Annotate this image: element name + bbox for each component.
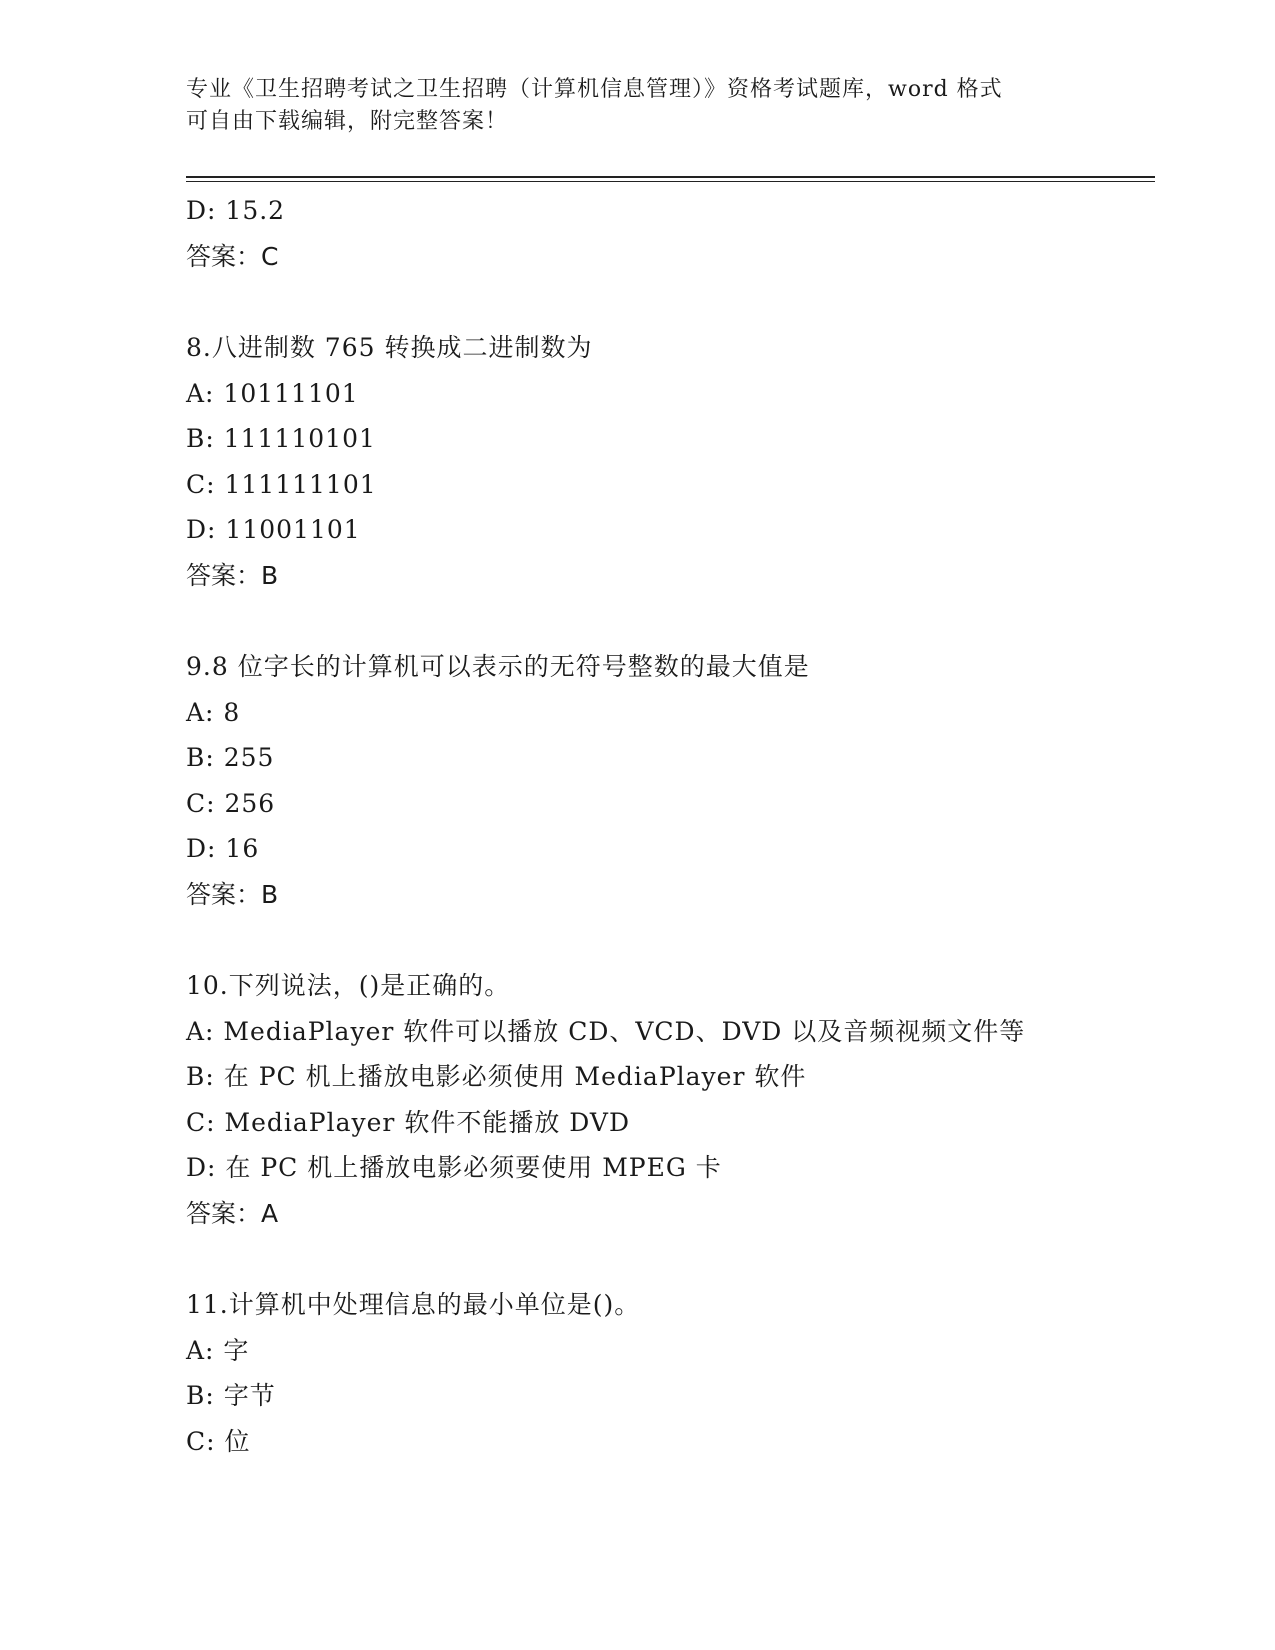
option-a: A: 10111101 — [186, 378, 359, 408]
header-divider-thick — [186, 176, 1155, 178]
option-c: C: 位 — [186, 1426, 251, 1456]
question-10 — [186, 963, 1155, 1236]
answer-line: 答案：C — [186, 241, 279, 271]
question-stem: 11.计算机中处理信息的最小单位是()。 — [186, 1290, 641, 1319]
answer-line: 答案：B — [186, 879, 279, 909]
option-a: A: 字 — [186, 1335, 250, 1365]
header-line-1: 专业《卫生招聘考试之卫生招聘（计算机信息管理）》资格考试题库，word 格式 — [186, 77, 1003, 102]
header-divider-thin — [186, 181, 1155, 182]
option-d: D: 16 — [186, 834, 260, 863]
option-b: B: 字节 — [186, 1381, 276, 1410]
option-a: A: 8 — [186, 697, 241, 727]
question-stem: 8.八进制数 765 转换成二进制数为 — [186, 333, 593, 362]
option-c: C: 111111101 — [186, 469, 377, 499]
option-d: D: 11001101 — [186, 515, 361, 544]
answer-line: 答案：A — [186, 1198, 279, 1228]
option-c: C: 256 — [186, 788, 276, 818]
question-stem: 9.8 位字长的计算机可以表示的无符号整数的最大值是 — [186, 652, 810, 681]
option-d: D: 在 PC 机上播放电影必须要使用 MPEG 卡 — [186, 1153, 722, 1182]
option-b: B: 255 — [186, 743, 275, 772]
option-c: C: MediaPlayer 软件不能播放 DVD — [186, 1107, 630, 1137]
question-11 — [186, 1282, 1155, 1464]
question-9 — [186, 644, 1155, 917]
question-8 — [186, 325, 1155, 598]
answer-line: 答案：B — [186, 560, 279, 590]
question-list — [186, 188, 1155, 1464]
document-header — [186, 74, 1066, 138]
question-7-fragment — [186, 188, 1155, 279]
header-line-2: 可自由下载编辑，附完整答案！ — [186, 109, 509, 134]
option-b: B: 在 PC 机上播放电影必须使用 MediaPlayer 软件 — [186, 1062, 807, 1091]
option-a: A: MediaPlayer 软件可以播放 CD、VCD、DVD 以及音频视频文件等 — [186, 1016, 1026, 1046]
option-b: B: 111110101 — [186, 424, 376, 453]
question-stem: 10.下列说法，()是正确的。 — [186, 971, 511, 1000]
option-d: D: 15.2 — [186, 196, 286, 225]
